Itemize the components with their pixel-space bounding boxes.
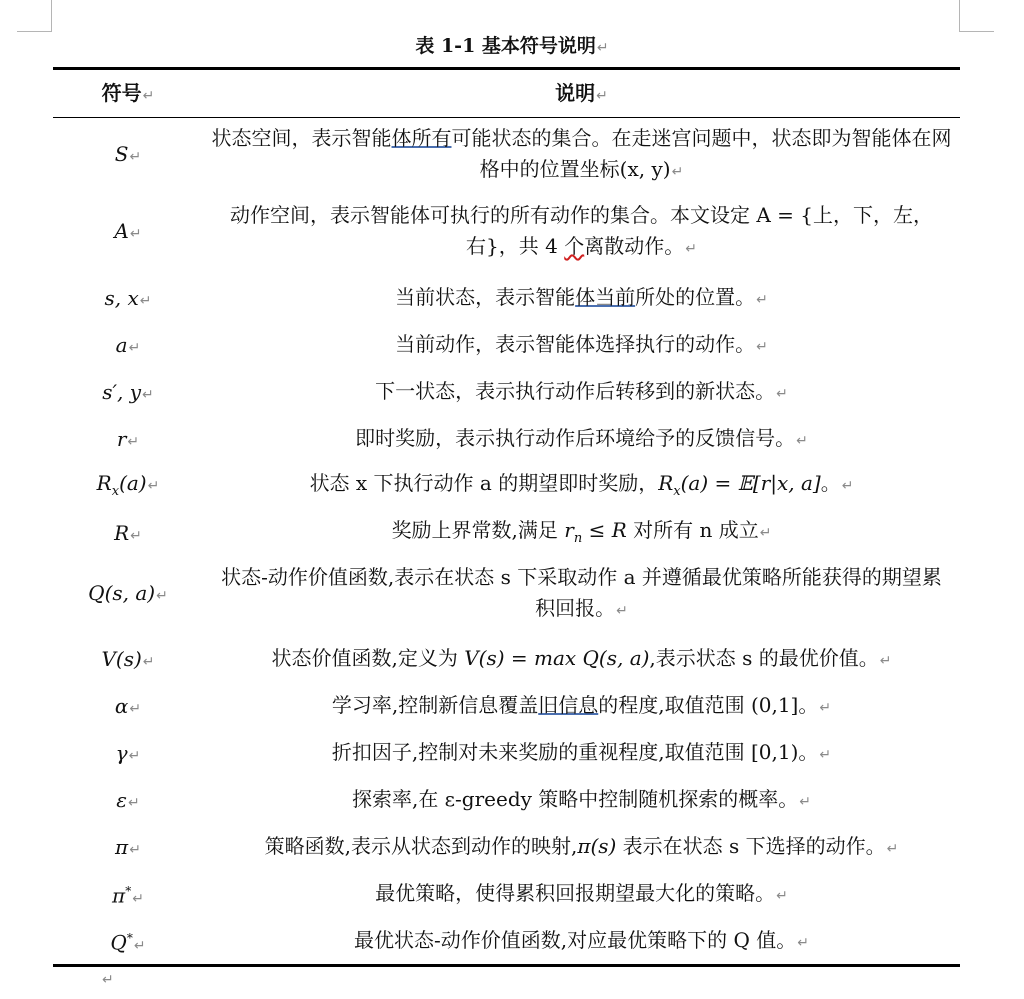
description-segment: 所处的位置。 [635,285,756,309]
description-text [203,831,960,865]
symbol-text: R [96,470,112,495]
table-row [53,281,960,317]
symbol-text: R [114,520,130,545]
paragraph-mark-icon: ↵ [133,937,146,954]
symbol-text: Q(s, a) [88,581,156,605]
paragraph-mark-icon: ↵ [616,603,628,619]
description-cell [203,562,960,627]
paragraph-mark-icon: ↵ [596,88,608,104]
description-cell [203,643,960,677]
description-cell [203,200,960,265]
symbol-text: π [112,883,126,908]
description-segment: 下一状态，表示执行动作后转移到的新状态。 [375,379,776,403]
math-expression: R [658,470,674,495]
paragraph-mark-icon: ↵ [142,386,154,403]
description-segment: 对所有 n 成立 [626,517,759,542]
description-text [212,468,952,507]
table-row [53,469,960,505]
table-row [53,516,960,552]
symbol-cell [53,140,203,171]
description-segment: 当前状态，表示智能 [395,285,576,309]
paragraph-mark-icon: ↵ [685,241,697,257]
description-segment: 表示在状态 s 下选择的动作。 [616,834,886,858]
table-row [53,642,960,678]
math-expression: π(s) [577,834,617,858]
symbol-cell [53,217,203,248]
paragraph-mark-icon: ↵ [129,226,142,242]
symbol-text: V(s) [101,646,142,671]
symbol-cell [53,469,203,506]
symbol-text: s, x [104,285,139,310]
paragraph-mark-icon: ↵ [819,700,832,716]
description-text [212,423,952,457]
description-cell [203,282,960,316]
symbol-cell [53,519,203,550]
description-segment: 动作空间，表示智能体可执行的所有动作的集合。本文设定 A = {上，下，左，右}，共 4 [230,203,933,258]
description-text [212,123,952,188]
description-text [212,376,952,410]
description-cell [203,690,960,724]
description-segment: 奖励上界常数,满足 [391,517,565,542]
math-subscript: n [573,530,583,546]
description-text [212,737,952,771]
symbol-text: s′, y [102,379,142,404]
description-segment: ,表示状态 s 的最优价值。 [649,646,879,670]
table-row [53,783,960,819]
description-segment: 可能状态的集合。在走迷宫问题中，状态即为智能体在网格中的位置坐标(x, y) [451,126,952,181]
table-row [53,830,960,866]
paragraph-mark-icon: ↵ [819,747,832,763]
description-segment: 即时奖励，表示执行动作后环境给予的反馈信号。 [355,426,796,450]
table-top-rule [53,67,960,70]
description-segment: 探索率,在 ε-greedy 策略中控制随机探索的概率。 [351,787,799,811]
paragraph-mark-icon: ↵ [841,477,854,494]
symbol-text: γ [115,740,128,765]
description-text [212,282,952,316]
header-description-text: 说明 [555,81,596,105]
description-cell [203,737,960,771]
symbol-text: Q [110,930,127,955]
paragraph-mark-icon: ↵ [799,794,812,810]
paragraph-mark-icon: ↵ [797,935,809,951]
symbol-cell [53,378,203,409]
description-segment: 状态 x 下执行动作 a 的期望即时奖励， [309,470,659,495]
symbol-cell [53,877,203,913]
table-caption [0,33,1024,61]
description-cell [203,123,960,188]
paragraph-mark-icon: ↵ [142,88,155,104]
description-cell [203,831,960,865]
paragraph-mark-icon: ↵ [886,841,899,857]
table-bottom-rule [53,964,960,967]
paragraph-mark-icon: ↵ [129,841,141,858]
description-segment: 策略函数,表示从状态到动作的映射, [264,834,578,858]
description-text [212,878,952,912]
symbol-cell [53,924,203,960]
description-cell [203,423,960,457]
table-row [53,877,960,913]
description-text [212,925,952,959]
table-row [53,689,960,725]
table-row [53,422,960,458]
symbol-subscript: x [111,483,120,499]
symbol-text: r [116,426,127,451]
description-text [212,784,952,818]
table-row [53,736,960,772]
description-segment: 状态价值函数,定义为 [271,646,465,670]
description-text [212,562,952,627]
paragraph-mark-icon: ↵ [796,433,808,449]
paragraph-mark-icon: ↵ [102,972,114,988]
page-corner-mark-top-left [17,0,52,32]
math-expression: ≤ R [582,517,627,542]
math-expression: (a) = 𝔼[r|x, a] [680,470,821,495]
underlined-text: 体当前 [575,285,636,309]
math-expression: V(s) = max Q(s, a) [464,646,650,670]
paragraph-mark-icon: ↵ [128,339,141,356]
paragraph-mark-icon: ↵ [142,653,155,670]
paragraph-mark-icon: ↵ [147,477,160,494]
paragraph-mark-icon: ↵ [879,653,892,669]
symbol-cell [53,579,203,610]
description-cell [203,925,960,959]
symbol-text: ε [116,787,127,812]
symbol-superscript: * [126,931,133,946]
table-row [53,201,960,264]
page-corner-mark-top-right [959,0,994,32]
paragraph-mark-icon: ↵ [776,888,788,904]
header-symbol-text: 符号 [101,81,142,105]
paragraph-mark-icon: ↵ [756,339,768,355]
description-text [212,515,952,554]
table-row [53,328,960,364]
description-text [212,643,952,677]
description-cell [203,784,960,818]
symbol-text: a [115,332,128,357]
symbol-cell [53,425,203,456]
paragraph-mark-icon: ↵ [128,794,140,811]
symbol-cell [53,833,203,864]
symbol-text: (a) [119,470,147,495]
paragraph-mark-icon: ↵ [756,292,768,308]
math-expression: r [564,517,574,542]
symbol-text: π [115,834,129,859]
symbol-text: A [114,219,129,243]
paragraph-mark-icon: ↵ [671,164,684,180]
symbol-text: α [114,693,129,718]
description-segment: 最优策略，使得累积回报期望最大化的策略。 [375,881,776,905]
table-row [53,375,960,411]
table-row [53,924,960,960]
symbol-cell [53,284,203,315]
description-text [212,329,952,363]
paragraph-mark-icon: ↵ [596,40,609,56]
table-row [53,124,960,187]
description-segment: 。 [820,470,841,495]
symbol-cell [53,692,203,723]
paragraph-mark-icon: ↵ [128,747,141,764]
symbol-text: S [114,142,129,166]
description-segment: 状态空间，表示智能 [211,126,392,150]
table-caption-text: 表 1-1 基本符号说明 [415,35,596,57]
description-cell [203,878,960,912]
paragraph-mark-icon: ↵ [139,292,152,309]
description-text [212,200,952,265]
description-cell [203,376,960,410]
description-cell [203,515,960,554]
underlined-text: 体所有 [391,126,452,150]
header-description [203,78,960,108]
paragraph-mark-icon: ↵ [132,890,144,907]
paragraph-mark-icon: ↵ [156,588,168,604]
paragraph-mark-icon: ↵ [130,527,142,544]
description-segment: 离散动作。 [584,234,685,258]
table-row [53,563,960,626]
symbol-cell [53,331,203,362]
spellcheck-underlined-text: 个 [564,234,585,258]
description-segment: 状态-动作价值函数,表示在状态 s 下采取动作 a 并遵循最优策略所能获得的期望累积回报。 [221,565,942,620]
underlined-text: 旧信息 [538,693,599,717]
description-segment: 的程度,取值范围 (0,1]。 [598,693,819,717]
paragraph-mark-icon: ↵ [776,386,788,402]
description-cell [203,468,960,507]
description-segment: 折扣因子,控制对未来奖励的重视程度,取值范围 [0,1)。 [331,740,819,764]
symbol-superscript: * [125,884,132,899]
paragraph-mark-icon: ↵ [129,149,142,165]
description-segment: 当前动作，表示智能体选择执行的动作。 [395,332,756,356]
paragraph-mark-icon: ↵ [129,700,142,717]
math-subscript: x [673,483,681,499]
description-segment: 最优状态-动作价值函数,对应最优策略下的 Q 值。 [354,928,797,952]
table-header-rule [53,117,960,118]
paragraph-mark-icon: ↵ [759,524,772,541]
paragraph-mark-icon: ↵ [127,433,140,450]
header-symbol [53,78,203,108]
description-cell [203,329,960,363]
description-text [212,690,952,724]
description-segment: 学习率,控制新信息覆盖 [331,693,539,717]
symbol-cell [53,739,203,770]
symbol-cell [53,645,203,676]
symbol-cell [53,786,203,817]
